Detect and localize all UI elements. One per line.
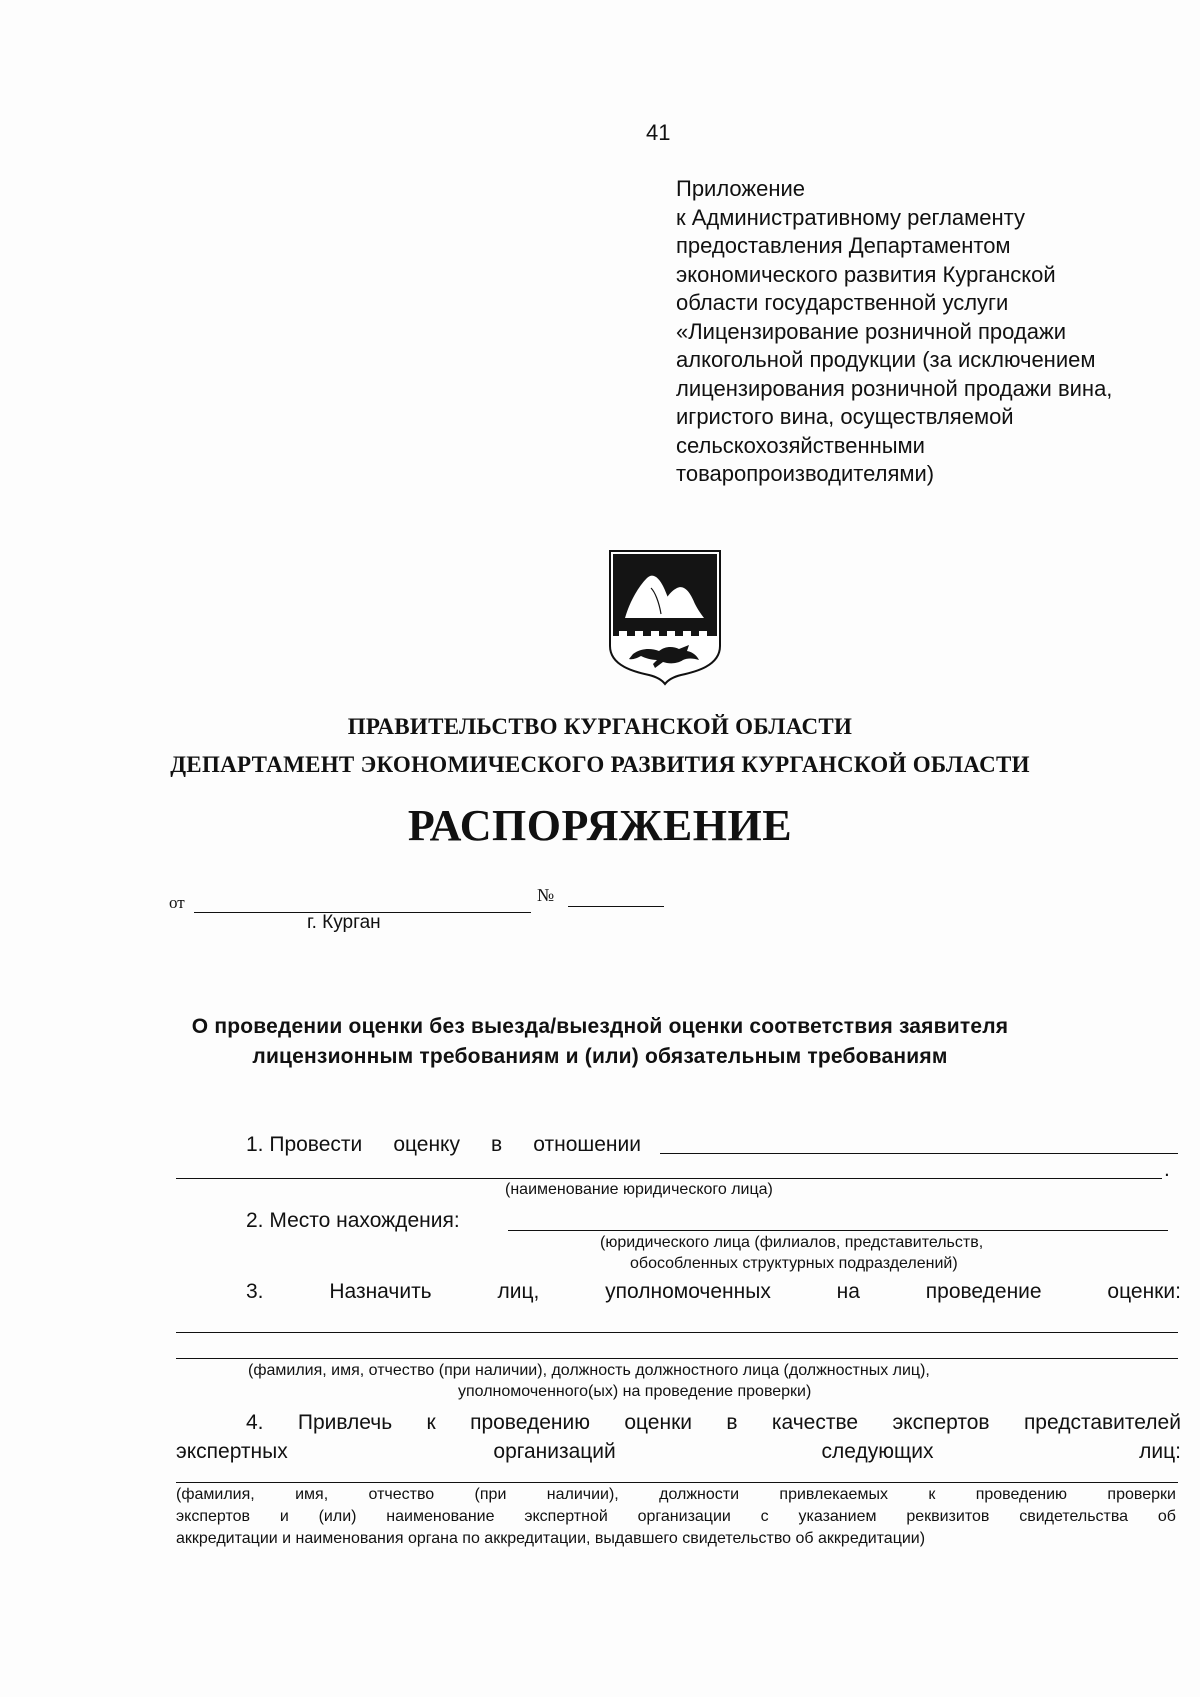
document-type-title: РАСПОРЯЖЕНИЕ [407, 801, 793, 850]
item-1-hint: (наименование юридического лица) [505, 1181, 773, 1198]
appendix-line: алкогольной продукции (за исключением [676, 347, 1096, 372]
item-3-field-line-1 [176, 1332, 1178, 1333]
item-3-word: на [836, 1280, 860, 1303]
item-4-hint-word: экспертов [176, 1508, 250, 1525]
item-1-end-mark: . [1164, 1158, 1170, 1181]
appendix-line: игристого вина, осуществляемой [676, 404, 1014, 429]
item-4-word: в [726, 1411, 738, 1434]
item-1-field-line-2 [176, 1178, 1162, 1179]
item-4-word: проведению [470, 1411, 590, 1434]
item-4-hint-word: реквизитов [906, 1508, 990, 1525]
item-4-hint-word: должности [659, 1486, 740, 1503]
item-4-word: экспертов [892, 1411, 990, 1434]
appendix-line: лицензирования розничной продажи вина, [676, 375, 1113, 401]
item-4-hint-word: об [1157, 1508, 1176, 1525]
item-2-field-line [508, 1230, 1168, 1231]
item-4-hint-word: с [760, 1508, 769, 1525]
item-1-word: отношении [533, 1133, 641, 1156]
item-4-word: следующих [821, 1440, 934, 1463]
item-1-text [246, 1133, 641, 1157]
coat-of-arms-emblem [607, 548, 723, 686]
date-label: от [169, 893, 185, 912]
item-4-hint-word: (при [474, 1486, 507, 1503]
item-3-word: проведение [925, 1280, 1042, 1303]
appendix-line: к Административному регламенту [676, 204, 1026, 230]
item-4-hint-word: проверки [1107, 1486, 1176, 1503]
item-3-field-line-2 [176, 1358, 1178, 1359]
item-4-hint-word: (или) [318, 1508, 357, 1525]
item-3-text [246, 1280, 1181, 1304]
item-4-hint-word: привлекаемых [779, 1486, 888, 1503]
item-3-word: Назначить [329, 1280, 432, 1303]
appendix-line: предоставления Департаментом [676, 233, 1011, 258]
item-4-hint-line-1 [176, 1486, 1176, 1504]
appendix-line: товаропроизводителями) [676, 461, 935, 486]
appendix-line: области государственной услуги [676, 290, 1009, 315]
item-4-hint-word: и [279, 1508, 289, 1525]
item-4-word: 4. [246, 1411, 264, 1434]
item-4-field-line [176, 1482, 1178, 1483]
item-4-hint-line-3: аккредитации и наименования органа по аккредитации, выдавшего свидетельство об аккредитации) [176, 1530, 926, 1547]
item-4-hint-word: (фамилия, [176, 1486, 255, 1503]
item-4-text-line-1 [246, 1411, 1181, 1435]
item-3-hint-1: (фамилия, имя, отчество (при наличии), должность должностного лица (должностных лиц), [248, 1362, 930, 1379]
number-label: № [537, 885, 555, 905]
appendix-line: сельскохозяйственными [676, 432, 925, 458]
item-1-field-line [660, 1153, 1178, 1154]
item-4-hint-word: наименование [386, 1508, 495, 1525]
department-title: ДЕПАРТАМЕНТ ЭКОНОМИЧЕСКОГО РАЗВИТИЯ КУРГАНСКОЙ ОБЛАСТИ [170, 752, 1030, 777]
item-2-hint-2: обособленных структурных подразделений) [630, 1255, 958, 1272]
item-1-word: в [491, 1133, 503, 1156]
city-label: г. Курган [307, 912, 381, 933]
item-4-word: экспертных [176, 1440, 288, 1463]
item-4-hint-word: указанием [798, 1508, 877, 1525]
appendix-note [676, 175, 1112, 489]
item-3-word: лиц, [497, 1280, 540, 1303]
item-4-hint-word: проведению [975, 1486, 1068, 1503]
item-4-hint-word: свидетельства [1019, 1508, 1129, 1525]
page-number: 41 [646, 120, 671, 145]
appendix-line: экономического развития Курганской [676, 261, 1056, 287]
item-4-text-line-2 [176, 1440, 1181, 1464]
item-4-hint-word: организации [637, 1508, 731, 1525]
item-3-word: уполномоченных [605, 1280, 771, 1303]
item-4-word: качестве [771, 1411, 859, 1434]
item-4-word: организаций [493, 1440, 616, 1463]
item-4-hint-word: имя, [295, 1486, 329, 1503]
item-4-word: оценки [624, 1411, 692, 1434]
number-field-line [568, 906, 664, 907]
item-3-word: оценки: [1107, 1280, 1181, 1303]
item-4-word: к [426, 1411, 436, 1434]
item-2-hint-1: (юридического лица (филиалов, представительств, [600, 1234, 984, 1251]
item-4-hint-word: экспертной [524, 1508, 608, 1525]
item-1-word: 1. Провести [246, 1133, 363, 1156]
appendix-line: «Лицензирование розничной продажи [676, 318, 1066, 344]
subject-title-line-2: лицензионным требованиям и (или) обязательным требованиям [252, 1045, 948, 1068]
government-title: ПРАВИТЕЛЬСТВО КУРГАНСКОЙ ОБЛАСТИ [347, 714, 853, 739]
item-4-hint-word: наличии), [546, 1486, 619, 1503]
item-3-hint-2: уполномоченного(ых) на проведение проверки) [458, 1383, 812, 1400]
appendix-line: Приложение [676, 176, 806, 201]
item-4-hint-word: отчество [368, 1486, 435, 1503]
item-1-word: оценку [393, 1133, 460, 1156]
item-4-word: лиц: [1139, 1440, 1181, 1463]
subject-title-line-1: О проведении оценки без выезда/выездной оценки соответствия заявителя [191, 1015, 1009, 1038]
item-2-label: 2. Место нахождения: [246, 1209, 460, 1232]
item-4-word: представителей [1023, 1411, 1181, 1434]
item-4-hint-line-2 [176, 1508, 1176, 1526]
item-3-word: 3. [246, 1280, 264, 1303]
item-4-word: Привлечь [297, 1411, 393, 1434]
item-4-hint-word: к [928, 1486, 936, 1503]
